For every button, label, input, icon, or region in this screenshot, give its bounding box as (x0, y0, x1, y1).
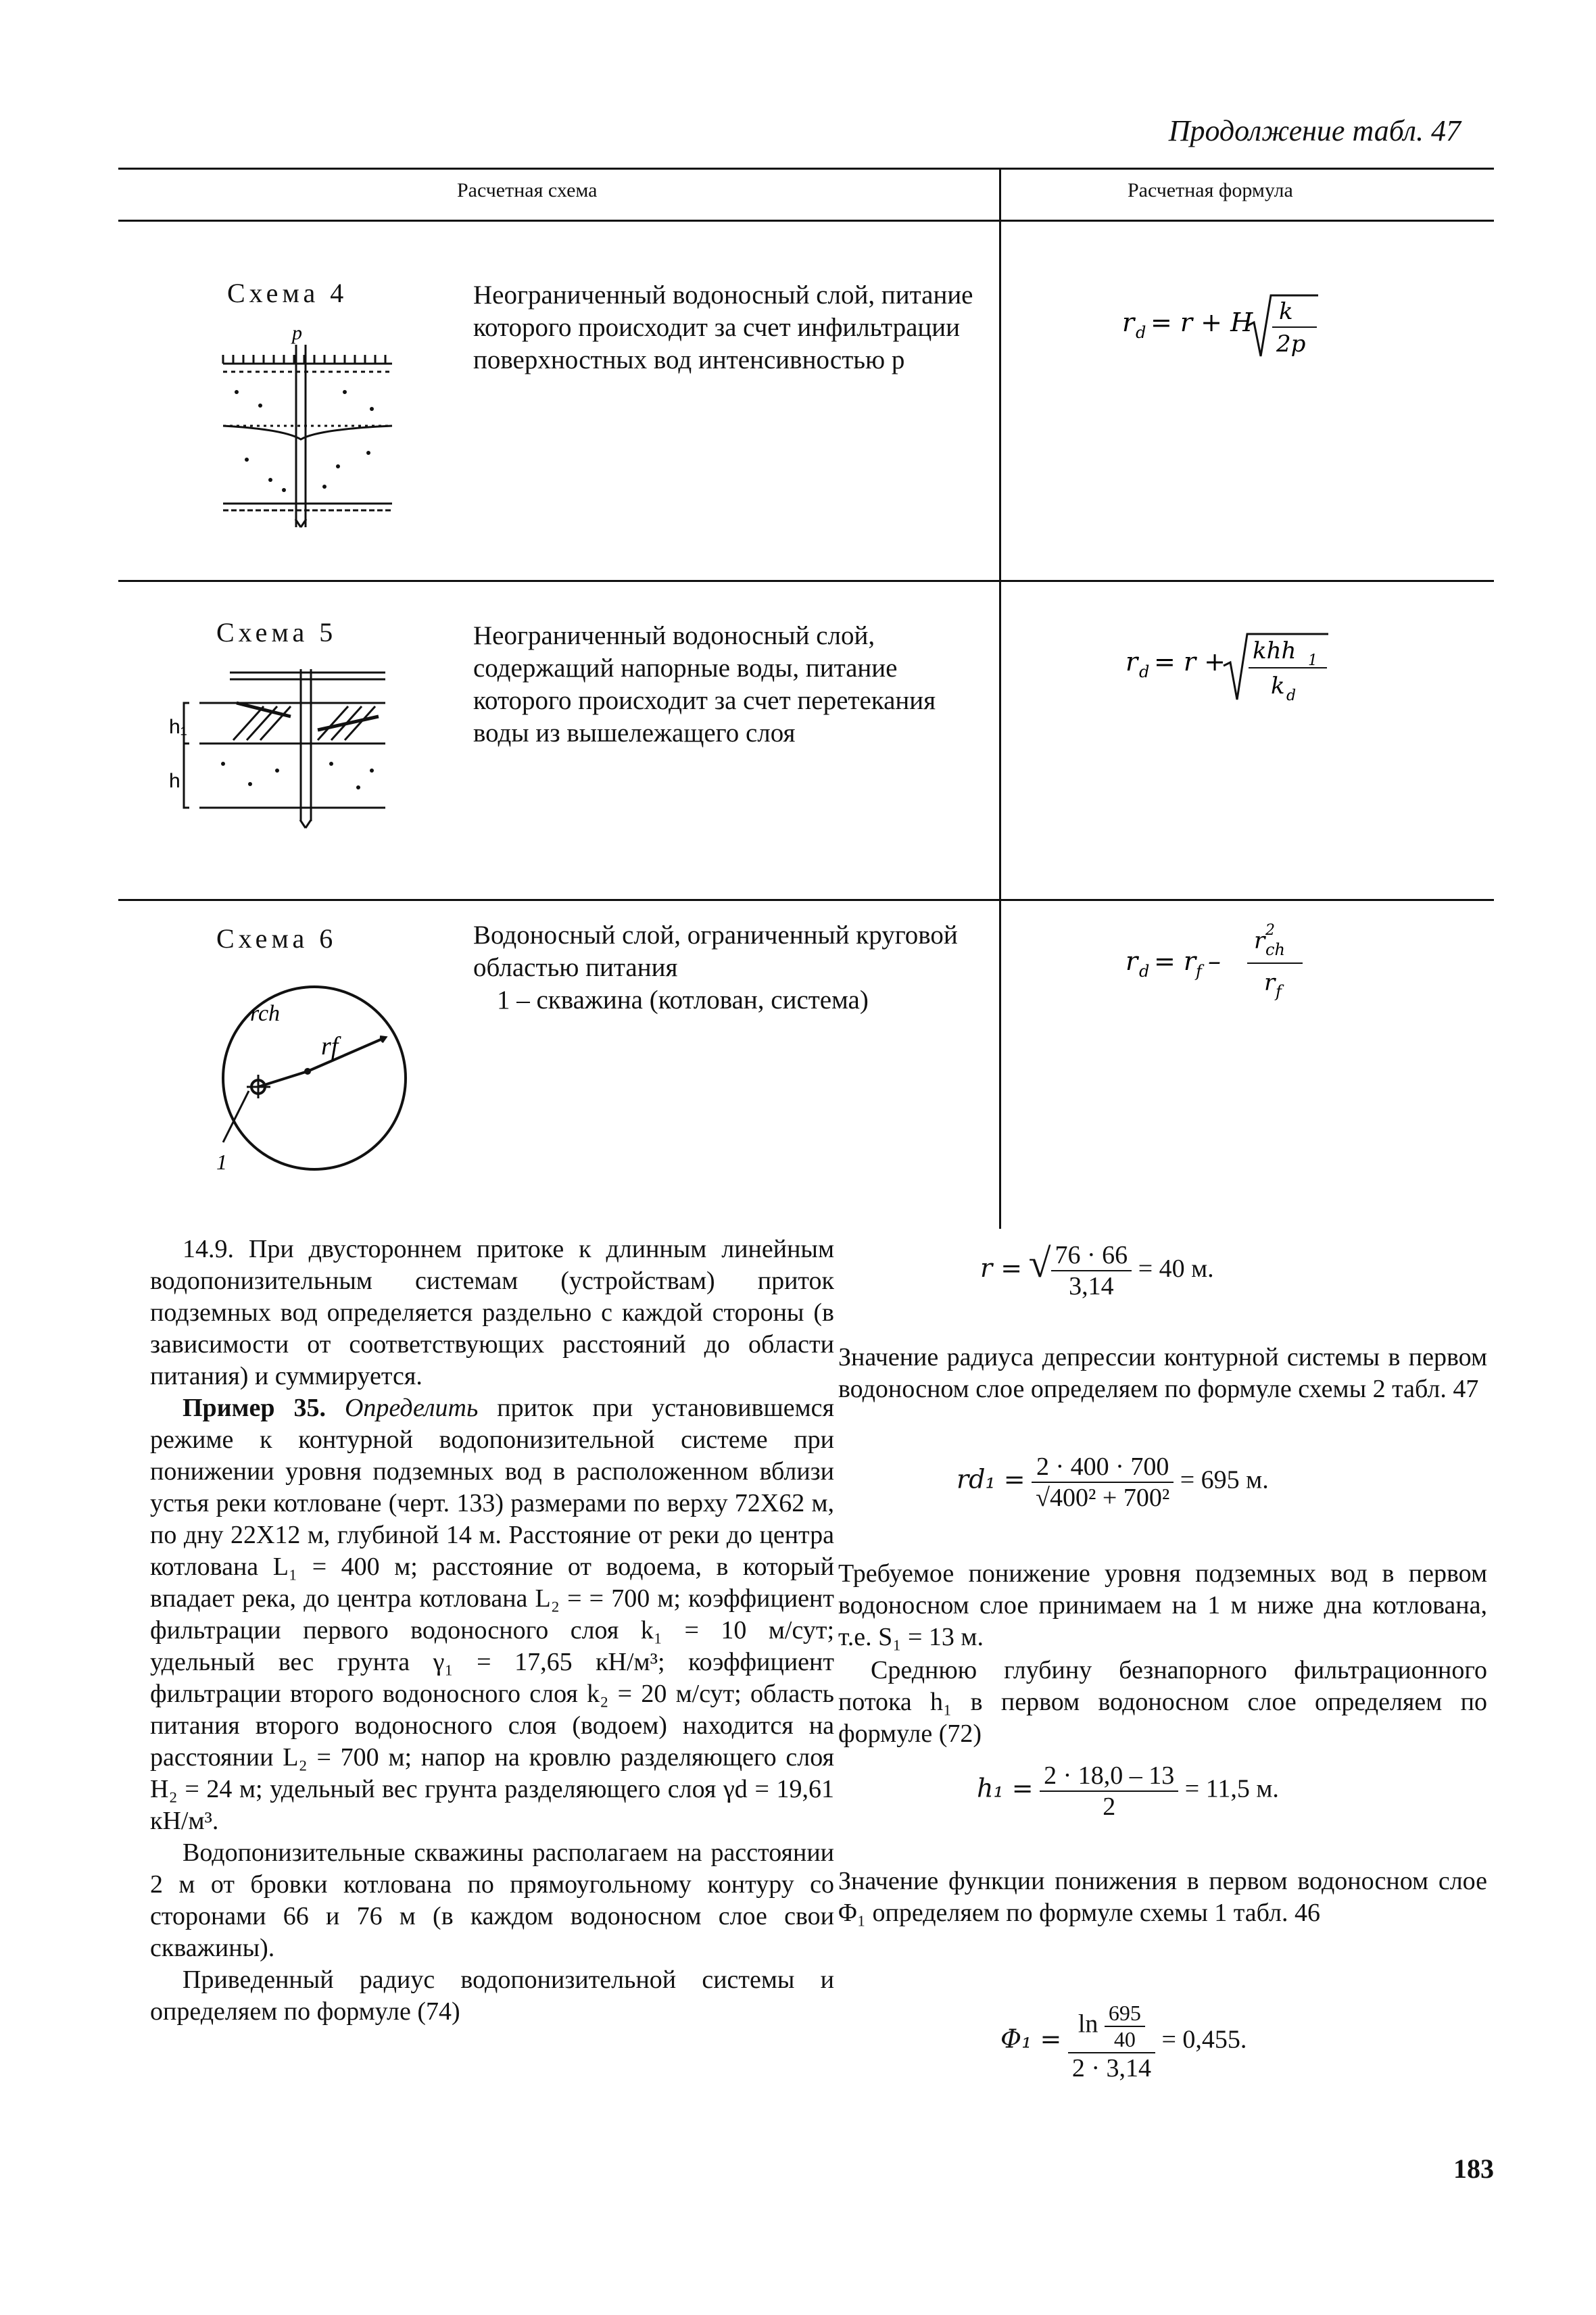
svg-text:k: k (1279, 298, 1293, 325)
table-top-rule (118, 168, 1494, 170)
scheme-6-label: Схема 6 (216, 923, 337, 954)
column-header-scheme: Расчетная схема (457, 179, 598, 201)
continuation-caption: Продолжение табл. 47 (1168, 114, 1461, 147)
svg-text:r: r (1122, 308, 1135, 337)
example-35-body: приток при установившемся режиме к контурной водопонизительной системе при понижении уровня подземных вод в расположенном вблизи устья реки котловане (черт. 133) размерами по верху 72Х62 м, по дну 22Х12 м, глубиной 14 м. Расстояние от реки до центра котлована L₁ = 400 м; расстояние от водоема, в который впадает река, до центра котлована L₂ = = 700 м; коэффициент фильтрации первого водоносного слоя k₁ = 10 м/сут; удельный вес грунта γ₁ = 17,65 кН/м³; коэффициент фильтрации второго водоносного слоя k₂ = 20 м/сут; область питания второго водоносного слоя (водоем) находится на расстоянии L₂ = 700 м; напор на кровлю разделяющего слоя H₂ = 24 м; удельный вес грунта разделяющего слоя γd = 19,61 кН/м³. (150, 1394, 835, 1835)
svg-text:r: r (1126, 647, 1138, 677)
row-divider (118, 580, 1494, 582)
scheme-5-fig-h: h (169, 770, 180, 792)
scheme-4-diagram (210, 324, 406, 554)
equation-rd1 (957, 1452, 1269, 1513)
eq2-result: = 695 м. (1180, 1465, 1269, 1494)
svg-text:r: r (1264, 969, 1276, 996)
right-text-2: Требуемое понижение уровня подземных вод в первом водоносном слое принимаем на 1 м ниже дна котлована, т.е. S₁ = 13 м. (838, 1559, 1487, 1651)
reduced-radius-paragraph: Приведенный радиус водопонизительной системы и определяем по формуле (74) (150, 1966, 834, 2026)
scheme-5-label: Схема 5 (216, 617, 337, 648)
eq3-numerator: 2 · 18,0 – 13 (1040, 1761, 1178, 1792)
scheme-6-fig-rf: rf (321, 1032, 339, 1061)
svg-text:d: d (1139, 962, 1150, 981)
svg-text:1: 1 (1308, 652, 1317, 669)
eq3-result: = 11,5 м. (1184, 1774, 1279, 1803)
scheme-6-diagram (203, 967, 412, 1183)
scheme-5-formula (1126, 629, 1342, 716)
column-divider (999, 168, 1001, 1229)
svg-text:2p: 2p (1276, 331, 1306, 358)
svg-text:2: 2 (1265, 922, 1275, 939)
scheme-5-diagram (169, 662, 399, 858)
eq4-result: = 0,455. (1161, 2025, 1247, 2054)
left-column-text (150, 1234, 834, 2028)
scheme-4-formula (1122, 292, 1325, 373)
eq1-numerator: 76 · 66 (1051, 1240, 1132, 1271)
scheme-6-note: 1 – скважина (котлован, система) (497, 985, 869, 1015)
example-35-verb: Определить (344, 1394, 479, 1422)
eq1-result: = 40 м. (1138, 1254, 1214, 1283)
scheme-4-fig-p: p (292, 324, 302, 344)
svg-text:k: k (1271, 673, 1285, 700)
eq4-ln: ln (1078, 2009, 1098, 2039)
svg-text:= r + H: = r + H (1151, 308, 1253, 337)
svg-text:= r +: = r + (1154, 647, 1226, 677)
svg-text:r: r (1254, 927, 1265, 954)
scheme-5-fig-h1: h₁ (169, 716, 187, 738)
scheme-6-fig-rch: rch (250, 1001, 281, 1026)
svg-text:ch: ch (1265, 940, 1285, 959)
right-text-1: Значение радиуса депрессии контурной системы в первом водоносном слое определяем по формуле схемы 2 табл. 47 (838, 1343, 1487, 1403)
svg-text:–: – (1208, 946, 1221, 976)
paragraph-14-9: 14.9. При двустороннем притоке к длинным линейным водопонизительным системам (устройствам) приток подземных вод определяется раздельно с каждой стороны (в зависимости от соответствующих расстояний до области питания) и суммируется. (150, 1235, 834, 1390)
row-divider (118, 899, 1494, 901)
scheme-6-description: Водоносный слой, ограниченный круговой областью питания (473, 921, 958, 982)
svg-text:= r: = r (1154, 946, 1196, 976)
scheme-6-fig-1: 1 (216, 1150, 227, 1174)
equation-r: r = √ $\frac{76 \cdot 66}{3,14}$ = 40 м. (980, 1241, 1214, 1301)
eq4-lhs: Φ₁ = (1000, 2024, 1062, 2054)
wells-paragraph: Водопонизительные скважины располагаем на расстоянии 2 м от бровки котлована по прямоугольному контуру со сторонами 66 и 76 м (в каждом водоносном слое свои скважины). (150, 1838, 834, 1962)
right-text-3: Среднюю глубину безнапорного фильтрационного потока h₁ в первом водоносном слое определяем по формуле (72) (838, 1656, 1487, 1748)
eq2-denominator: √400² + 700² (1036, 1484, 1170, 1512)
equation-h1 (977, 1761, 1279, 1822)
example-35-lead: Пример 35. (183, 1394, 326, 1422)
svg-text:r: r (1126, 946, 1138, 976)
eq2-lhs: rd₁ = (957, 1464, 1025, 1494)
page-number: 183 (1453, 2153, 1494, 2184)
svg-text:d: d (1139, 662, 1150, 681)
eq4-denominator: 2 · 3,14 (1071, 2054, 1151, 2082)
equation-phi1 (1000, 2001, 1247, 2083)
scheme-6-formula (1126, 916, 1328, 1017)
eq4-inner-denominator: 40 (1113, 2027, 1136, 2051)
right-text-4: Значение функции понижения в первом водоносном слое Φ₁ определяем по формуле схемы 1 табл. 46 (838, 1867, 1487, 1927)
scheme-5-description: Неограниченный водоносный слой, содержащий напорные воды, питание которого происходит за счет перетекания воды из вышележащего слоя (473, 621, 936, 748)
svg-text:d: d (1136, 323, 1146, 342)
scheme-4-label: Схема 4 (227, 278, 348, 308)
svg-text:f: f (1196, 962, 1202, 981)
svg-text:d: d (1286, 687, 1297, 704)
table-header-rule (118, 220, 1494, 222)
scheme-4-description: Неограниченный водоносный слой, питание которого происходит за счет инфильтрации поверхностных вод интенсивностью p (473, 281, 973, 374)
example-35-paragraph (150, 1392, 834, 1837)
svg-text:f: f (1276, 982, 1282, 1001)
eq3-lhs: h₁ = (977, 1773, 1034, 1803)
svg-text:khh: khh (1253, 637, 1297, 664)
eq4-inner-numerator: 695 (1105, 2001, 1145, 2027)
eq3-denominator: 2 (1103, 1793, 1116, 1821)
column-header-formula: Расчетная формула (1128, 179, 1293, 201)
eq2-numerator: 2 · 400 · 700 (1032, 1452, 1174, 1483)
eq1-denominator: 3,14 (1069, 1272, 1114, 1301)
eq1-lhs: r = (980, 1253, 1023, 1283)
